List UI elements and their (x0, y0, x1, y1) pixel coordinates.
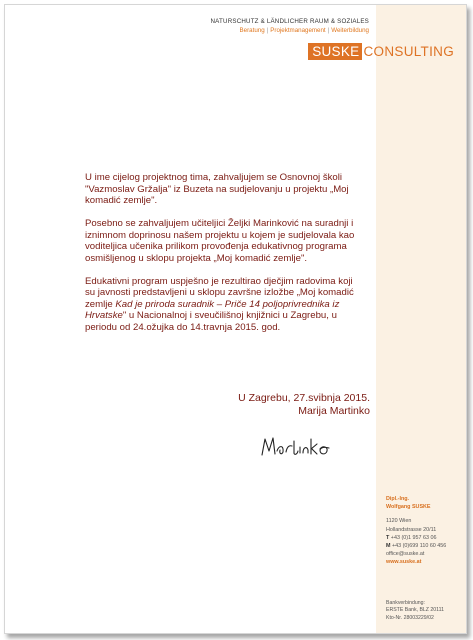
contact-block (386, 495, 467, 567)
bank-name: ERSTE Bank, BLZ 20111 (386, 607, 445, 614)
letter-closing (220, 392, 370, 418)
handwritten-signature (259, 433, 349, 464)
header-services: Beratung | Projektmanagement | Weiterbildung (239, 27, 369, 34)
contact-title: Dipl.-Ing. (386, 496, 410, 502)
letter-page (4, 4, 467, 634)
contact-city: 1120 Wien (386, 518, 412, 525)
bank-label: Bankverbindung: (386, 600, 425, 606)
service-item: Weiterbildung (331, 27, 369, 34)
company-logo (308, 44, 454, 59)
contact-mobile: M +43 (0)699 110 60 456 (386, 543, 447, 550)
contact-email[interactable]: office@suske.at (386, 551, 425, 558)
paragraph-2: Posebno se zahvaljujem učiteljici Željki Marinković na suradnji i iznimnom doprinosu našem projektu u kojem je sudjelovala kao voditeljica učenika prilikom provođenja edukativnog programa osmišljenog u sklopu projekta „Moj komadić zemlje". (85, 217, 355, 264)
contact-phone: T +43 (0)1 957 63 06 (386, 534, 437, 541)
signer-name: Marija Martinko (298, 405, 370, 417)
contact-name: Wolfgang SUSKE (386, 504, 431, 511)
bank-account: Kto-Nr. 28003229/02 (386, 614, 434, 621)
logo-suske: SUSKE (308, 43, 362, 60)
contact-web[interactable]: www.suske.at (386, 559, 422, 566)
exhibition-title: Kad je priroda suradnik – Priče 14 poljoprivrednika iz Hrvatske (85, 298, 340, 322)
contact-street: Hollandstrasse 20/11 (386, 526, 437, 533)
paragraph-3: Edukativni program uspješno je rezultirao dječjim radovima koji su javnosti predstavljeni u sklopu završne izložbe „Moj komadić zemlje Kad je priroda suradnik – Priče 14 poljoprivrednika iz Hrvatske" u Nacionalnoj i sveučilišnoj knjižnici u Zagrebu, u periodu od 24.ožujka do 14.travnja 2015. god. (85, 275, 354, 333)
logo-consulting: CONSULTING (363, 44, 454, 59)
header-tagline: NATURSCHUTZ & LÄNDLICHER RAUM & SOZIALES (210, 18, 369, 25)
place-date: U Zagrebu, 27.svibnja 2015. (238, 392, 370, 404)
service-item: Projektmanagement (270, 27, 326, 34)
service-item: Beratung (239, 27, 265, 34)
bank-block (386, 600, 467, 622)
letter-body (85, 172, 361, 345)
paragraph-1: U ime cijelog projektnog tima, zahvaljujem se Osnovnoj školi "Vazmoslav Gržalja" iz Buzeta na sudjelovanju u projektu „Moj komadić zemlje". (85, 172, 349, 207)
